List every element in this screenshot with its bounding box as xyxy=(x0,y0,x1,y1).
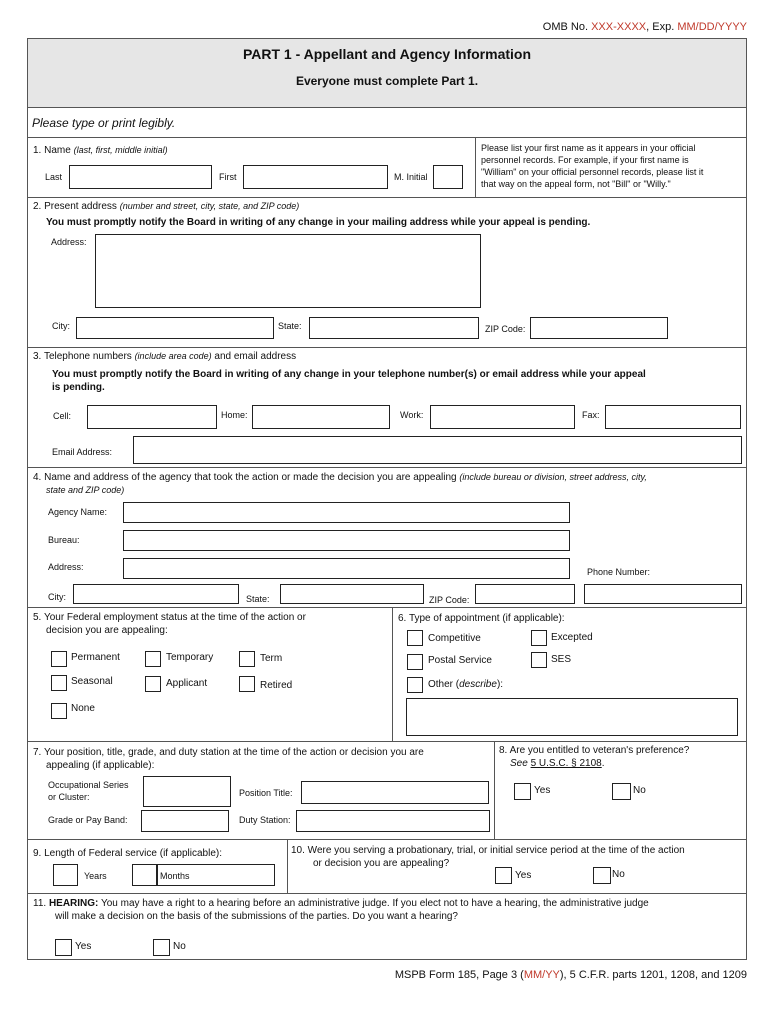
applicant-label: Applicant xyxy=(166,678,208,689)
mailing-address-input[interactable] xyxy=(95,234,481,308)
term-checkbox[interactable] xyxy=(239,651,255,667)
legibility-instruction: Please type or print legibly. xyxy=(32,116,176,130)
s3-cell-label: Cell: xyxy=(53,411,72,421)
s2-state-label: State: xyxy=(278,321,302,331)
omb-prefix: OMB No. xyxy=(542,21,592,33)
s3-label-text2: and email address xyxy=(211,351,297,362)
s3-notice-2: is pending. xyxy=(52,382,105,393)
s3-home-label: Home: xyxy=(221,410,248,420)
s1-note xyxy=(481,142,703,190)
fax-input[interactable] xyxy=(605,405,741,429)
probation-yes-label: Yes xyxy=(515,870,532,881)
s1-note-line: Please list your first name as it appears in your official xyxy=(481,143,696,153)
occupational-series-input[interactable] xyxy=(143,776,231,807)
probation-no-label: No xyxy=(612,869,625,880)
s3-work-label: Work: xyxy=(400,410,424,420)
months-label: Months xyxy=(160,871,190,881)
seasonal-checkbox[interactable] xyxy=(51,675,67,691)
page-subtitle: Everyone must complete Part 1. xyxy=(295,74,479,88)
s10-label-2: or decision you are appealing? xyxy=(313,858,450,869)
permanent-checkbox[interactable] xyxy=(51,651,67,667)
months-field-box xyxy=(157,864,275,886)
s2-label xyxy=(33,201,299,213)
cell-phone-input[interactable] xyxy=(87,405,217,429)
agency-name-input[interactable] xyxy=(123,502,570,523)
temporary-label: Temporary xyxy=(166,652,214,663)
s8-label: 8. Are you entitled to veteran's preference? xyxy=(499,745,690,756)
s4-bureau-label: Bureau: xyxy=(48,535,80,545)
hearing-no-checkbox[interactable] xyxy=(153,939,170,956)
s8-see: See xyxy=(510,758,528,769)
s2-zip-label: ZIP Code: xyxy=(485,324,526,334)
s9-s10-divider xyxy=(287,839,288,893)
excepted-checkbox[interactable] xyxy=(531,630,547,646)
retired-label: Retired xyxy=(260,680,293,691)
s1-hint: (last, first, middle initial) xyxy=(73,145,168,155)
usc-2108-link[interactable]: 5 U.S.C. § 2108 xyxy=(530,758,602,769)
divider xyxy=(28,839,746,840)
hearing-yes-label: Yes xyxy=(75,941,92,952)
s4-hint-2: state and ZIP code) xyxy=(46,485,125,495)
first-name-input[interactable] xyxy=(243,165,388,189)
years-label: Years xyxy=(84,871,107,881)
omb-exp-date: MM/DD/YYYY xyxy=(677,21,747,33)
agency-state-input[interactable] xyxy=(280,584,424,604)
temporary-checkbox[interactable] xyxy=(145,651,161,667)
s4-agency-label: Agency Name: xyxy=(48,507,108,517)
other-checkbox[interactable] xyxy=(407,677,423,693)
s3-label-text: 3. Telephone numbers xyxy=(33,351,135,362)
zip-input[interactable] xyxy=(530,317,668,339)
s8-period: . xyxy=(601,758,605,769)
veteran-yes-label: Yes xyxy=(534,785,551,796)
none-label: None xyxy=(71,703,95,714)
home-phone-input[interactable] xyxy=(252,405,390,429)
s4-hint-1: (include bureau or division, street address, city, xyxy=(459,472,647,482)
s11-text-2: will make a decision on the basis of the submissions of the parties. Do you want a hearing? xyxy=(55,911,458,922)
s11-heading: HEARING: xyxy=(48,898,99,909)
s4-label-text: 4. Name and address of the agency that took the action or made the decision you are appealing xyxy=(33,472,460,483)
s1-middle-label: M. Initial xyxy=(394,172,428,182)
probation-no-checkbox[interactable] xyxy=(593,867,611,884)
grade-input[interactable] xyxy=(141,810,229,832)
s7-grade-label: Grade or Pay Band: xyxy=(48,815,128,825)
city-input[interactable] xyxy=(76,317,274,339)
work-phone-input[interactable] xyxy=(430,405,575,429)
page-title: PART 1 - Appellant and Agency Information xyxy=(242,46,532,62)
omb-number: XXX-XXXX xyxy=(591,21,647,33)
s11-text-1 xyxy=(33,898,649,910)
competitive-label: Competitive xyxy=(428,633,481,644)
s6-label: 6. Type of appointment (if applicable): xyxy=(398,613,565,624)
s5-label-2: decision you are appealing: xyxy=(46,625,168,636)
s4-label xyxy=(33,472,647,484)
years-input[interactable] xyxy=(53,864,78,886)
s4-zip-label: ZIP Code: xyxy=(429,595,470,605)
ses-label: SES xyxy=(551,654,572,665)
other-describe: describe xyxy=(459,679,497,690)
other-text: Other ( xyxy=(428,679,460,690)
s7-duty-label: Duty Station: xyxy=(239,815,291,825)
s2-notice: You must promptly notify the Board in writing of any change in your mailing address while your appeal is pending. xyxy=(46,217,591,228)
s7-occ-label-1: Occupational Series xyxy=(48,780,129,790)
s3-fax-label: Fax: xyxy=(582,410,600,420)
other-end: ): xyxy=(496,679,504,690)
ses-checkbox[interactable] xyxy=(531,652,547,668)
postal-service-checkbox[interactable] xyxy=(407,654,423,670)
s11-num: 11. xyxy=(33,898,49,909)
probation-yes-checkbox[interactable] xyxy=(495,867,512,884)
s1-note-line: that way on the appeal form, not "Bill" or "Willy." xyxy=(481,179,671,189)
other-label xyxy=(428,679,503,691)
s2-address-label: Address: xyxy=(51,237,87,247)
divider xyxy=(28,197,746,198)
postal-service-label: Postal Service xyxy=(428,655,492,666)
state-input[interactable] xyxy=(309,317,479,339)
s7-s8-divider xyxy=(494,741,495,839)
divider xyxy=(28,467,746,468)
footer-prefix: MSPB Form 185, Page 3 ( xyxy=(394,969,524,981)
seasonal-label: Seasonal xyxy=(71,676,113,687)
months-input[interactable] xyxy=(132,864,157,886)
divider xyxy=(28,607,746,608)
s4-phone-label: Phone Number: xyxy=(587,567,651,577)
divider xyxy=(28,347,746,348)
middle-initial-input[interactable] xyxy=(433,165,463,189)
other-describe-input[interactable] xyxy=(406,698,738,736)
s1-label-text: 1. Name xyxy=(33,145,74,156)
term-label: Term xyxy=(260,653,283,664)
footer-suffix: ), 5 C.F.R. parts 1201, 1208, and 1209 xyxy=(559,969,747,981)
agency-city-input[interactable] xyxy=(73,584,239,604)
divider xyxy=(28,893,746,894)
bureau-input[interactable] xyxy=(123,530,570,551)
veteran-no-checkbox[interactable] xyxy=(612,783,631,800)
s2-city-label: City: xyxy=(52,321,70,331)
s8-see-line xyxy=(510,758,605,770)
omb-exp-label: , Exp. xyxy=(646,21,678,33)
agency-zip-input[interactable] xyxy=(475,584,575,604)
s1-note-line: "William" on your official personnel records, please list it xyxy=(481,167,704,177)
none-checkbox[interactable] xyxy=(51,703,67,719)
s11-text: You may have a right to a hearing before an administrative judge. If you elect not to have a hearing, the administrative judge xyxy=(98,898,649,909)
s5-s6-divider xyxy=(392,607,393,741)
s7-label-2: appealing (if applicable): xyxy=(46,760,155,771)
s3-label xyxy=(33,351,296,363)
veteran-yes-checkbox[interactable] xyxy=(514,783,531,800)
form-footer xyxy=(395,969,747,981)
email-input[interactable] xyxy=(133,436,742,464)
divider xyxy=(28,741,746,742)
position-title-input[interactable] xyxy=(301,781,489,804)
veteran-no-label: No xyxy=(633,785,646,796)
s7-label-1: 7. Your position, title, grade, and duty station at the time of the action or decision you are xyxy=(33,747,424,758)
agency-address-input[interactable] xyxy=(123,558,570,579)
agency-phone-input[interactable] xyxy=(584,584,742,604)
s7-position-label: Position Title: xyxy=(239,788,293,798)
last-name-input[interactable] xyxy=(69,165,212,189)
s10-label-1: 10. Were you serving a probationary, trial, or initial service period at the time of the action xyxy=(291,845,685,856)
s5-label-1: 5. Your Federal employment status at the time of the action or xyxy=(33,612,306,623)
s2-hint: (number and street, city, state, and ZIP code) xyxy=(119,201,300,211)
permanent-label: Permanent xyxy=(71,652,120,663)
hearing-no-label: No xyxy=(173,941,186,952)
s9-label: 9. Length of Federal service (if applicable): xyxy=(33,848,222,859)
duty-station-input[interactable] xyxy=(296,810,490,832)
s2-label-text: 2. Present address xyxy=(33,201,120,212)
s1-first-label: First xyxy=(219,172,237,182)
applicant-checkbox[interactable] xyxy=(145,676,161,692)
hearing-yes-checkbox[interactable] xyxy=(55,939,72,956)
s1-label xyxy=(33,145,168,157)
s1-note-line: personnel records. For example, if your first name is xyxy=(481,155,689,165)
s4-state-label: State: xyxy=(246,594,270,604)
omb-line xyxy=(543,21,747,33)
s1-last-label: Last xyxy=(45,172,63,182)
s1-divider xyxy=(475,137,476,197)
s3-hint: (include area code) xyxy=(134,351,212,361)
excepted-label: Excepted xyxy=(551,632,593,643)
divider xyxy=(28,137,746,138)
s4-city-label: City: xyxy=(48,592,66,602)
s7-occ-label-2: or Cluster: xyxy=(48,792,90,802)
s3-email-label: Email Address: xyxy=(52,447,113,457)
competitive-checkbox[interactable] xyxy=(407,630,423,646)
footer-date: MM/YY xyxy=(523,969,560,981)
s3-notice-1: You must promptly notify the Board in writing of any change in your telephone number(s) or email address while your appeal xyxy=(52,369,646,380)
s4-address-label: Address: xyxy=(48,562,84,572)
retired-checkbox[interactable] xyxy=(239,676,255,692)
